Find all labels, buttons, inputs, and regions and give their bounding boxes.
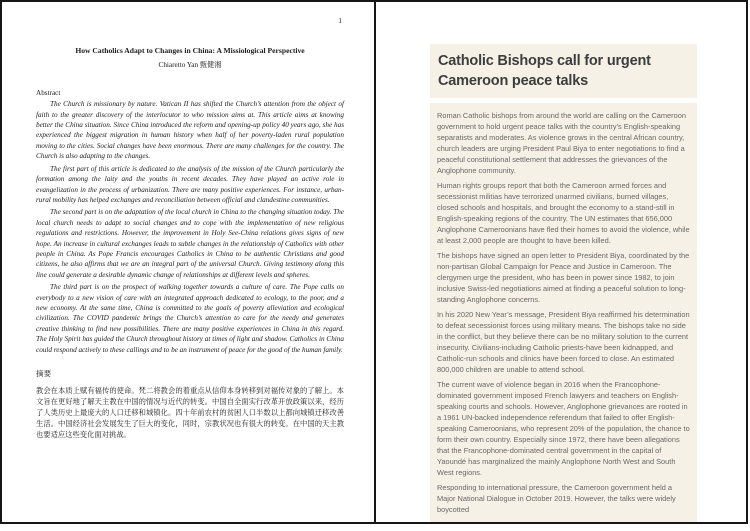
article-paragraph: Human rights groups report that both the Cameroon armed forces and secessionist militias have terrorized unarmed civilians, burned villages, closed schools and hospitals, and brought the economy to a stand-still in English-speaking regions of the country. The UN estimates that 656,000 Anglophone Cameroonians have fled their homes to avoid the violence, while at least 2,000 people are thought to have been killed. (437, 181, 690, 245)
article-paragraph: The current wave of violence began in 2016 when the Francophone-dominated government imposed French lawyers and teachers on English-speaking courts and schools. However, Anglophone grievances are rooted in a 1961 UN-backed independence referendum that failed to offer English-speaking Cameroonians, who represent 20% of the population, the chance to form their own country. Especially since 1972, there have been allegations that the Francophone-dominated central government in the capital of Yaoundé has marginalized the mainly Anglophone North West and South West regions. (437, 380, 690, 477)
paper-title: How Catholics Adapt to Changes in China: A Missiological Perspective (75, 46, 305, 55)
page-number: 1 (338, 16, 342, 25)
abstract-paragraph: The Church is missionary by nature. Vatican II has shifted the Church’s attention from the object of faith to the greater discovery of the interlocutor to who mission aims at. This article aims at knowing better the China situation. Since China introduced the reform and opening-up policy 40 years ago, she has experienced the biggest migration in human history when half of her poverty-laden rural population moving to the cities. Social changes have been enormous. There are many challenges for the country. The Church is also adapting to the changes. (36, 100, 344, 161)
article-paragraph: Responding to international pressure, the Cameroon government held a Major National Dialogue in October 2019. However, the talks were widely boycotted (437, 483, 676, 514)
paper-author: Chiaretto Yan 甄健湘 (158, 61, 222, 70)
abstract-paragraph: The third part is on the prospect of walking together towards a culture of care. The Pope calls on everybody to a new vision of care with an integrated approach dedicated to ecology, to the poor, and a new economy. At the same time, China is committed to the goals of poverty alleviation and ecological civilization. The COVID pandemic brings the Church’s attention to care for the needy and generates creative thinking to find new possibilities. There are many positive experiences in China in this regard. The Holy Spirit has guided the Church throughout history at times of light and shadow. Catholics in China could respond actively to these callings and to be an instrument of peace for the good of the human family. (36, 283, 344, 354)
article-paragraph: Roman Catholic bishops from around the world are calling on the Cameroon government to hold urgent peace talks with the country’s English-speaking separatists and moderates. As violence grows in the central African country, church leaders are urging President Paul Biya to enter negotiations to find a peaceful constitutional settlement that addresses the grievances of the Anglophone community. (437, 111, 686, 175)
article-paragraph: The bishops have signed an open letter to President Biya, coordinated by the non-partisan Global Campaign for Peace and Justice in Cameroon. The clergymen urge the president, who has been in power since 1982, to join inclusive Swiss-led negotiations aimed at finding a peaceful solution to long-standing Anglophone concerns. (437, 251, 690, 304)
chinese-abstract-heading: 摘要 (36, 369, 52, 378)
paper-page (2, 2, 374, 522)
abstract-paragraph: The first part of this article is dedicated to the analysis of the mission of the Church particularly the formation among the laity and the youths in recent decades. They have played an active role in evangelization in the process of urbanization. There are many positive experiences. For instance, urban-rural mobility has helped exchanges and reconciliation between official and clandestine communities. (36, 164, 344, 204)
abstract-heading: Abstract (36, 89, 61, 98)
abstract-paragraph: The second part is on the adaptation of the local church in China to the changing situation today. The local church needs to adapt to social changes and to cope with the implementation of new religious regulations and restrictions. However, the improvement in Holy See-China relations gives signs of new hope. An increase in cultural exchanges leads to subtle changes in the relationship of Catholics with other people in China. As Pope Francis encourages Catholics in China to be authentic Christians and good citizens, he also affirms that we are an integral part of the universal Church. Giving testimony along this line could generate a desirable dynamic change of relationships at different levels and spheres. (36, 208, 344, 279)
article-body-block (430, 103, 697, 523)
article-title: Catholic Bishops call for urgent Cameroon peace talks (438, 53, 651, 89)
article-page (376, 2, 746, 522)
article-title-block (430, 44, 697, 98)
article-paragraph: In his 2020 New Year’s message, President Biya reaffirmed his determination to defeat secessionist forces using military means. The bishops take no side in the conflict, but they believe there can be no military solution to the current insecurity. Civilians-including Catholic priests-have been kidnapped, and Catholic-run schools and clinics have been forced to close. An estimated 800,000 children are unable to attend school. (437, 310, 690, 374)
chinese-abstract-paragraph: 教会在本质上赋有福传的使命。梵二将教会的着重点从信仰本身转移到对福传对象的了解上。本文旨在更好地了解天主教在中国的情况与近代的转变。中国自全面实行改革开放政策以来，经历了人类历史上最庞大的人口迁移和城镇化。四十年前农村的贫困人口半数以上都向城镇迁移改善生活。中国经济社会发展发生了巨大的变化，同时，宗教状况也有很大的转变。在中国的天主教也要适应这些变化面对挑战。 (36, 386, 344, 439)
